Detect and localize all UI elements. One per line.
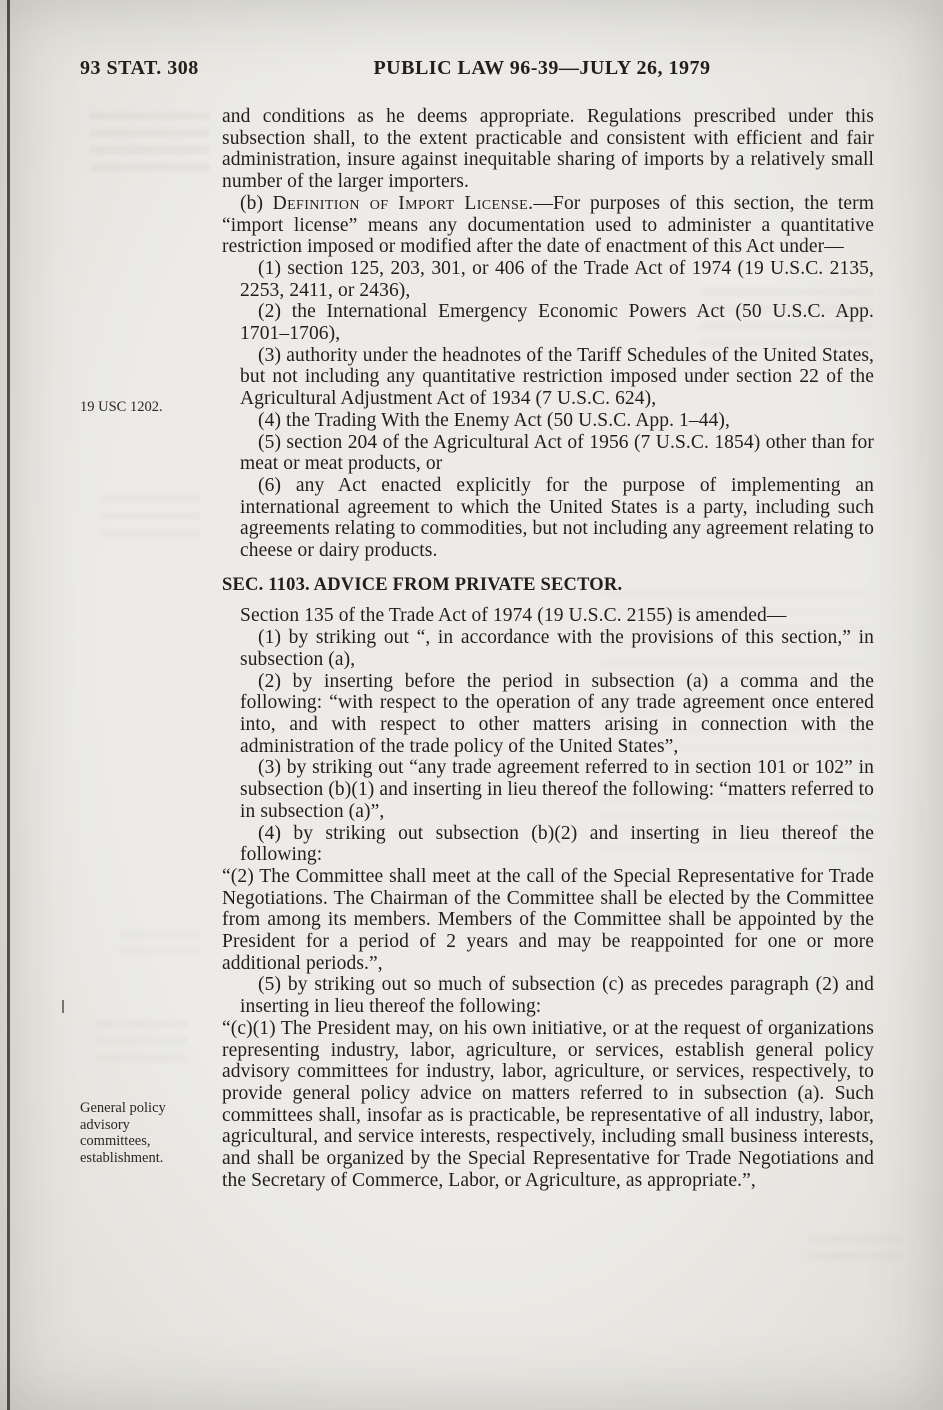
clause-5: (5) section 204 of the Agricultural Act of 1956 (7 U.S.C. 1854) other than for meat or meat products, or (240, 431, 874, 475)
paragraph-b-rest: —For purposes of this section, the term “import license” means any documentation used to administer a quantitative restriction imposed or modified after the date of enactment of this Act under— (222, 192, 874, 258)
clause-6: (6) any Act enacted explicitly for the purpose of implementing an international agreement to which the United States is a party, including such agreements relating to commodities, but not including any agreement relating to cheese or dairy products. (240, 474, 874, 562)
stat-page-number: 93 STAT. 308 (80, 57, 199, 79)
section-intro: Section 135 of the Trade Act of 1974 (19 U.S.C. 2155) is amended— (240, 605, 787, 627)
quoted-committee-text: “(2) The Committee shall meet at the call of the Special Representative for Trade Negotiations. The Chairman of the Committee shall be elected by the Committee from among its members. Members of the Committee shall be appointed by the President for a period of 2 years and may be reappointed for one or more additional periods.”, (222, 865, 874, 974)
bleed-through-artifact (808, 1235, 900, 1265)
quoted-c1-text: “(c)(1) The President may, on his own initiative, or at the request of organizations representing industry, labor, agriculture, or services, establish general policy advisory committees for industry, labor, agriculture, or services, respectively, to provide general policy advice on matters referred to in subsection (a). Such committees shall, insofar as is practicable, be representative of all industry, labor, agricultural, and service interests, respectively, including small business interests, and shall be organized by the Special Representative for Trade Negotiations and the Secretary of Commerce, Labor, or Agriculture, as appropriate.”, (222, 1017, 874, 1191)
bleed-through-artifact (90, 112, 210, 176)
paragraph-b (222, 193, 874, 258)
margin-note-general-policy: General policy advisory committees, establishment. (80, 1100, 166, 1166)
clause-3: (3) authority under the headnotes of the Tariff Schedules of the United States, but not including any quantitative restriction imposed under section 22 of the Agricultural Adjustment Act of 1934 (7 U.S.C. 624), (240, 344, 874, 410)
law-title: PUBLIC LAW 96-39—JULY 26, 1979 (373, 57, 711, 79)
amendment-4: (4) by striking out subsection (b)(2) and inserting in lieu thereof the following: (240, 822, 874, 866)
margin-note-usc: 19 USC 1202. (80, 399, 163, 415)
bleed-through-artifact (95, 1020, 187, 1066)
stray-mark (62, 1000, 64, 1013)
bleed-through-artifact (120, 930, 200, 958)
paragraph-continuation: and conditions as he deems appropriate. Regulations prescribed under this subsection shall, to the extent practicable and consistent with efficient and fair administration, insure against inequitable sharing of imports by a relatively small number of the larger importers. (222, 106, 874, 193)
amendment-2: (2) by inserting before the period in subsection (a) a comma and the following: “with respect to the operation of any trade agreement once entered into, and with respect to other matters arising in connection with the administration of the trade policy of the United States”, (240, 670, 874, 757)
amendment-1: (1) by striking out “, in accordance with the provisions of this section,” in subsection (a), (240, 627, 874, 670)
clause-2: (2) the International Emergency Economic Powers Act (50 U.S.C. App. 1701–1706), (240, 301, 874, 345)
body-text-column (222, 106, 874, 1191)
amendment-3: (3) by striking out “any trade agreement referred to in section 101 or 102” in subsection (b)(1) and inserting in lieu thereof the following: “matters referred to in subsection (a)”, (240, 757, 874, 822)
clause-1: (1) section 125, 203, 301, or 406 of the Trade Act of 1974 (19 U.S.C. 2135, 2253, 2411, or 2436), (240, 257, 874, 301)
paragraph-b-smallcaps: Definition of Import License. (272, 192, 534, 214)
paragraph-b-prefix: (b) (240, 192, 273, 214)
amendment-5: (5) by striking out so much of subsection (c) as precedes paragraph (2) and inserting in lieu thereof the following: (240, 974, 874, 1018)
clause-4: (4) the Trading With the Enemy Act (50 U.S.C. App. 1–44), (258, 409, 730, 431)
bleed-through-artifact (100, 495, 200, 537)
section-heading: SEC. 1103. ADVICE FROM PRIVATE SECTOR. (222, 574, 623, 595)
scan-edge-line (7, 0, 10, 1410)
